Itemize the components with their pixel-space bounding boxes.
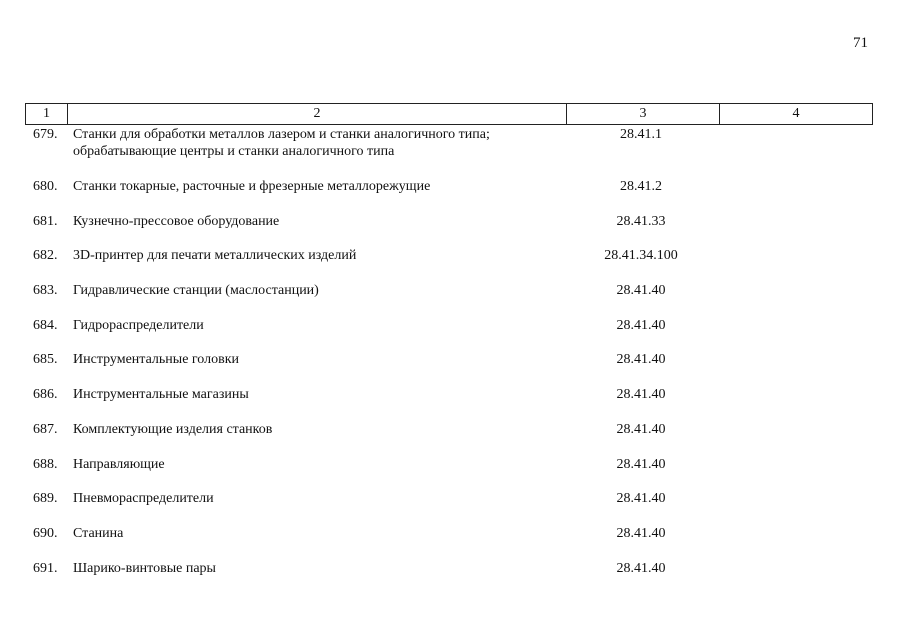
- row-code: 28.41.33: [616, 213, 666, 229]
- table-header: [25, 103, 873, 125]
- row-name: Станки токарные, расточные и фрезерные металлорежущие: [73, 179, 431, 194]
- row-number: 688.: [33, 456, 58, 472]
- table-row: [25, 560, 873, 595]
- table-row: [25, 351, 873, 386]
- row-number: 682.: [33, 248, 58, 264]
- row-code: 28.41.40: [616, 491, 666, 507]
- row-name: Комплектующие изделия станков: [73, 421, 273, 437]
- row-code: 28.41.2: [620, 179, 662, 194]
- row-name: Шарико-винтовые пары: [73, 560, 216, 576]
- table-row: [25, 213, 873, 248]
- table-row: [25, 178, 873, 213]
- page-number: 71: [853, 35, 868, 51]
- table-row: [25, 525, 873, 560]
- header-col-2: 2: [67, 104, 566, 124]
- table-row: [25, 126, 873, 178]
- row-number: 681.: [33, 213, 58, 229]
- row-code: 28.41.40: [616, 560, 666, 576]
- row-code: 28.41.40: [616, 283, 666, 299]
- row-code: 28.41.40: [616, 387, 666, 403]
- row-name: 3D-принтер для печати металлических изделий: [73, 248, 357, 264]
- row-number: 685.: [33, 352, 58, 368]
- row-number: 683.: [33, 283, 58, 299]
- table-row: [25, 456, 873, 491]
- header-col-1: 1: [43, 106, 50, 121]
- row-code: 28.41.40: [616, 421, 666, 437]
- header-col-4: 4: [719, 104, 872, 124]
- row-number: 690.: [33, 525, 58, 541]
- row-number: 679.: [33, 127, 58, 142]
- row-name: Направляющие: [73, 456, 165, 472]
- row-name: Гидравлические станции (маслостанции): [73, 283, 319, 299]
- table-row: [25, 421, 873, 456]
- table-row: [25, 490, 873, 525]
- row-code: 28.41.40: [616, 352, 666, 368]
- table-row: [25, 317, 873, 352]
- row-code: 28.41.34.100: [604, 248, 678, 264]
- row-name: Станина: [73, 525, 124, 541]
- table-row: [25, 386, 873, 421]
- table-body: [25, 126, 873, 594]
- row-name: Станки для обработки металлов лазером и станки аналогичного типа; обрабатывающие центры и станки аналогичного типа: [73, 127, 490, 159]
- row-code: 28.41.40: [616, 317, 666, 333]
- table-row: [25, 282, 873, 317]
- row-number: 687.: [33, 421, 58, 437]
- row-name: Кузнечно-прессовое оборудование: [73, 213, 280, 229]
- row-name: Инструментальные магазины: [73, 387, 249, 403]
- row-code: 28.41.40: [616, 525, 666, 541]
- table-row: [25, 247, 873, 282]
- row-code: 28.41.40: [616, 456, 666, 472]
- row-number: 691.: [33, 560, 58, 576]
- row-number: 689.: [33, 491, 58, 507]
- row-number: 680.: [33, 179, 58, 194]
- row-name: Гидрораспределители: [73, 317, 204, 333]
- row-name: Пневмораспределители: [73, 491, 214, 507]
- row-number: 686.: [33, 387, 58, 403]
- header-col-3: 3: [566, 104, 719, 124]
- row-name: Инструментальные головки: [73, 352, 240, 368]
- row-number: 684.: [33, 317, 58, 333]
- row-code: 28.41.1: [620, 127, 662, 142]
